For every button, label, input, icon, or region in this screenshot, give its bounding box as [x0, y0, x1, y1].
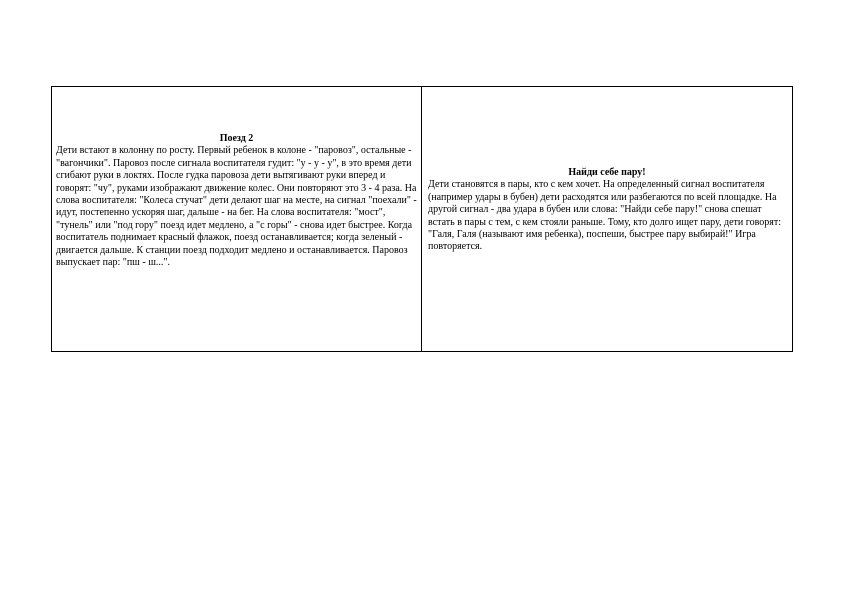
- card-content: [52, 87, 421, 269]
- table-row: [52, 87, 793, 352]
- card-cell-find-pair-game: [422, 87, 793, 352]
- card-content: [422, 87, 792, 254]
- card-title: Найди себе пару!: [568, 167, 646, 178]
- game-cards-table: [51, 86, 793, 352]
- card-body: Дети становятся в пары, кто с кем хочет. На определенный сигнал воспитателя (например удары в бубен) дети расходятся или разбегаются по всей площадке. На другой сигнал - два удара в бубен или слова: "Найди себе пару!" снова спешат встать в пары с тем, с кем стояли раньше. Тому, кто долго ищет пару, дети говорят: "Галя, Галя (называют имя ребенка), поспеши, быстрее пару выбирай!" Игра повторяется.: [428, 179, 782, 253]
- card-title: Поезд 2: [219, 133, 254, 144]
- card-cell-train-game: [52, 87, 422, 352]
- card-body: Дети встают в колонну по росту. Первый ребенок в колоне - "паровоз", остальные - "вагончики". Паровоз после сигнала воспитателя гудит: "у - у - у", в это время дети сгибают руки в локтях. После гудка паровоза дети вытягивают руки вперед и говорят: "чу", руками изображают движение колес. Они повторяют это 3 - 4 раза. На слова воспитателя: "Колеса стучат" дети делают шаг на месте, на сигнал "поехали" - идут, постепенно ускоряя шаг, дальше - на бег. На слова воспитателя: "мост", "тунель" или "под гору" поезд идет медлено, а "с горы" - снова идет быстрее. Когда воспитатель поднимает красный флажок, поезд останавливается; когда зеленый - двигается дальше. К станции поезд подходит медлено и останавливается. Паровоз выпускает пар: "пш - ш...".: [56, 145, 417, 269]
